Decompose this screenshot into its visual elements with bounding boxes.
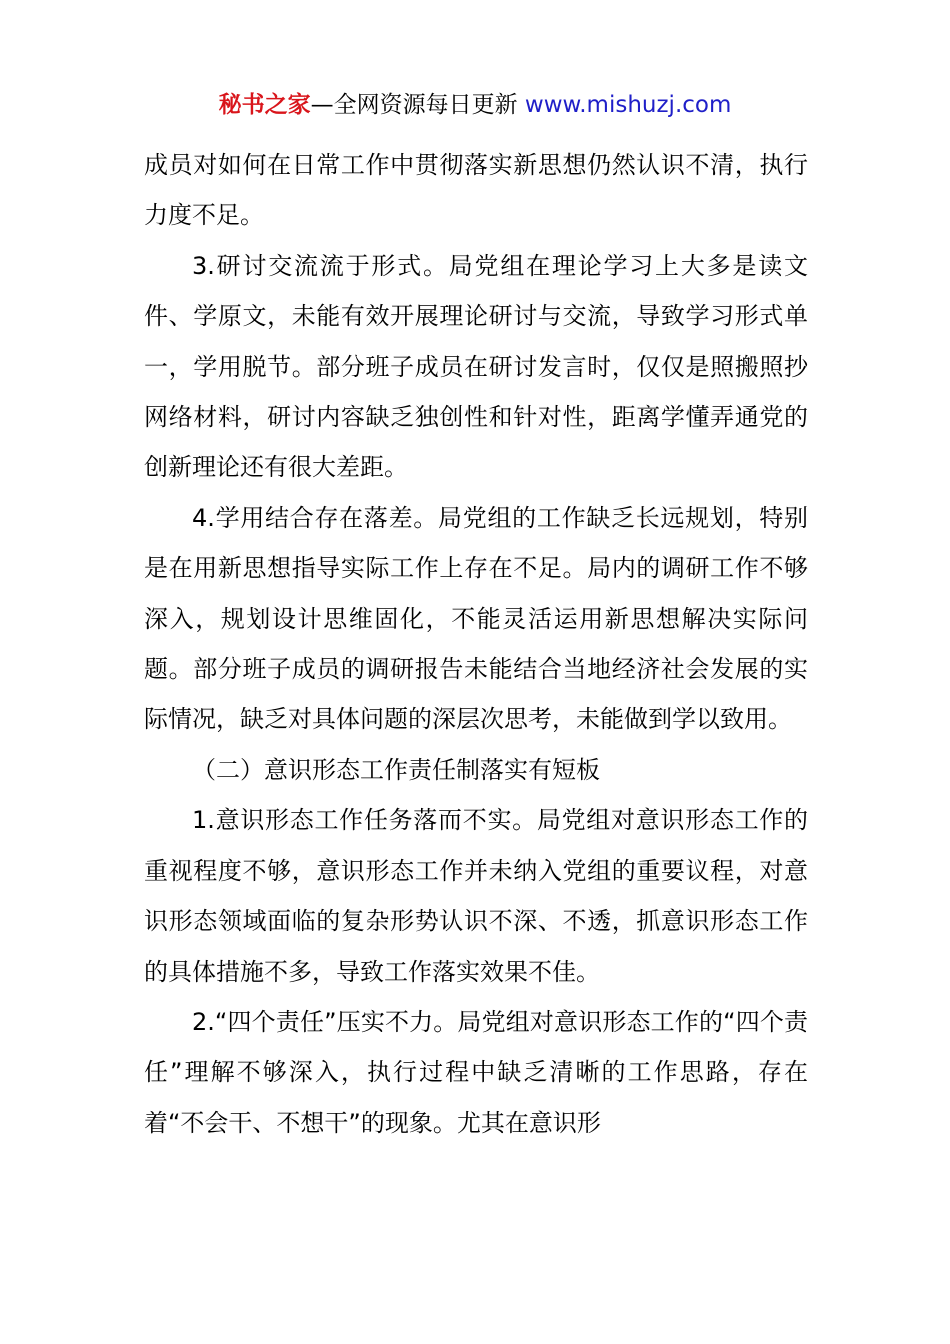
- site-brand: 秘书之家: [218, 92, 311, 118]
- document-body: [144, 140, 808, 1148]
- paragraph-item-2: 2.“四个责任”压实不力。局党组对意识形态工作的“四个责任”理解不够深入，执行过程中缺乏清晰的工作思路，存在着“不会干、不想干”的现象。尤其在意识形: [144, 1007, 808, 1137]
- site-url-link[interactable]: www.mishuzj.com: [524, 92, 732, 118]
- site-header: [0, 88, 950, 122]
- paragraph-item-1: 1.意识形态工作任务落而不实。局党组对意识形态工作的重视程度不够，意识形态工作并未纳入党组的重要议程，对意识形态领域面临的复杂形势认识不深、不透，抓意识形态工作的具体措施不多，导致工作落实效果不佳。: [144, 806, 808, 986]
- paragraph-item-3: 3.研讨交流流于形式。局党组在理论学习上大多是读文件、学原文，未能有效开展理论研讨与交流，导致学习形式单一，学用脱节。部分班子成员在研讨发言时，仅仅是照搬照抄网络材料，研讨内容缺乏独创性和针对性，距离学懂弄通党的创新理论还有很大差距。: [144, 251, 808, 482]
- paragraph-continuation: 成员对如何在日常工作中贯彻落实新思想仍然认识不清，执行力度不足。: [144, 151, 808, 230]
- section-heading: （二）意识形态工作责任制落实有短板: [192, 755, 600, 784]
- paragraph-item-4: 4.学用结合存在落差。局党组的工作缺乏长远规划，特别是在用新思想指导实际工作上存在不足。局内的调研工作不够深入，规划设计思维固化，不能灵活运用新思想解决实际问题。部分班子成员的调研报告未能结合当地经济社会发展的实际情况，缺乏对具体问题的深层次思考，未能做到学以致用。: [144, 503, 808, 734]
- site-slogan: —全网资源每日更新: [310, 92, 518, 118]
